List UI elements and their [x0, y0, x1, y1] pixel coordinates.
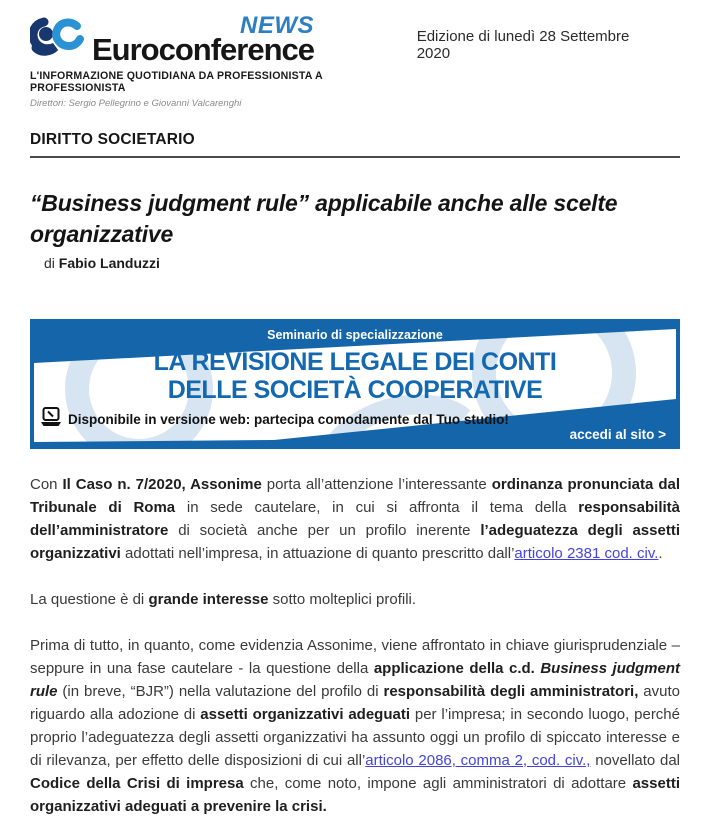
- paragraph-2: La questione è di grande interesse sotto molteplici profili.: [30, 591, 417, 609]
- author-name: Fabio Landuzzi: [58, 255, 160, 272]
- ec-logo-icon: [30, 12, 88, 65]
- byline: di Fabio Landuzzi: [44, 255, 160, 272]
- paragraph-1: Con Il Caso n. 7/2020, Assonime porta all’attenzione l’interessante ordinanza pronunciata dal Tribunale di Roma in sede cautelare, in cui si affronta il tema della responsabilità dell’amministratore di società anche per un profilo inerente l’adeguatezza degli assetti organizzativi adottati nell’impresa, in attuazione di quanto prescritto dall’articolo 2381 cod. civ..: [30, 476, 680, 563]
- article-body: [30, 473, 680, 818]
- banner-title-line2: DELLE SOCIETÀ COOPERATIVE: [167, 376, 543, 405]
- inline-law-link[interactable]: articolo 2381 cod. civ.: [514, 545, 659, 563]
- banner-availability: Disponibile in versione web: partecipa comodamente dal Tuo studio!: [40, 407, 509, 432]
- banner-kicker: Seminario di specializzazione: [267, 328, 443, 343]
- article-title: “Business judgment rule” applicabile anche alle scelte organizzative: [30, 190, 618, 247]
- seminar-banner-ad[interactable]: [30, 319, 680, 449]
- news-label: NEWS: [240, 12, 315, 39]
- laptop-icon: [40, 407, 62, 432]
- header: [30, 10, 680, 109]
- accedi-al-sito-link[interactable]: accedi al sito >: [569, 427, 666, 443]
- paragraph-3: Prima di tutto, in quanto, come evidenzia Assonime, viene affrontato in chiave giurisprudenziale – seppure in una fase cautelare - la questione della applicazione della c.d. Business judgment rule (in breve, “BJR”) nella valutazione del profilo di responsabilità degli amministratori, avuto riguardo alla adozione di assetti organizzativi adeguati per l’impresa; in secondo luogo, perché proprio l’adeguatezza degli assetti organizzativi ha assunto oggi un profilo di spiccato interesse e di rilevanza, per effetto delle disposizioni di cui all’articolo 2086, comma 2, cod. civ., novellato dal Codice della Crisi di impresa che, come noto, impone agli amministratori di adottare assetti organizzativi adeguati a prevenire la crisi.: [30, 637, 681, 816]
- section-heading: DIRITTO SOCIETARIO: [30, 131, 680, 158]
- directors-line: Direttori: Sergio Pellegrino e Giovanni Valcarenghi: [30, 98, 242, 109]
- tagline: L'INFORMAZIONE QUOTIDIANA DA PROFESSIONISTA A PROFESSIONISTA: [30, 70, 323, 94]
- euroconference-logo: [30, 10, 417, 109]
- inline-law-link[interactable]: articolo 2086, comma 2, cod. civ.,: [365, 752, 591, 770]
- brand-wordmark: Euroconference: [92, 32, 315, 67]
- banner-title-line1: LA REVISIONE LEGALE DEI CONTI: [153, 348, 557, 377]
- edition-date: Edizione di lunedì 28 Settembre 2020: [416, 28, 630, 62]
